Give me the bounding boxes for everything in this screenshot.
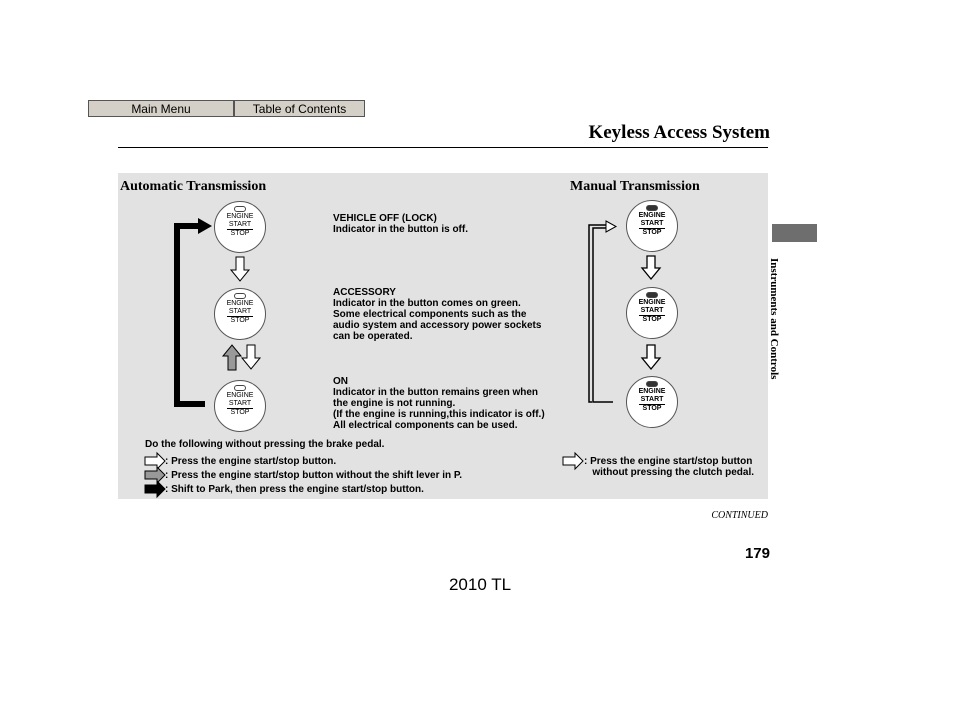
table-of-contents-button[interactable]: Table of Contents [234, 100, 365, 117]
engine-start-stop-button-manual-3: ENGINE START STOP [626, 376, 678, 428]
legend-arrow-gray-icon [145, 467, 165, 483]
legend-arrow-black-icon [145, 481, 165, 497]
bracket-arrowhead-icon [198, 218, 212, 234]
state-name-off: VEHICLE OFF (LOCK) [333, 213, 437, 224]
indicator-icon [234, 293, 246, 299]
legend-shift-park: : Shift to Park, then press the engine start/stop button. [165, 484, 424, 495]
state-desc-on: Indicator in the button remains green when the engine is not running. (If the engine is running,this indicator is off.) All electrical components can be used. [333, 387, 545, 431]
automatic-title: Automatic Transmission [120, 179, 267, 194]
legend-manual: : Press the engine start/stop button without pressing the clutch pedal. [584, 456, 755, 478]
side-label: Instruments and Controls [768, 258, 780, 380]
down-arrow-icon [242, 345, 260, 369]
indicator-icon [646, 205, 658, 211]
down-arrow-icon [231, 257, 249, 281]
state-desc-accessory: Indicator in the button comes on green. Some electrical components such as the audio system and accessory power sockets can be operated. [333, 298, 542, 342]
bracket-arrow-manual [593, 228, 613, 402]
indicator-icon [234, 385, 246, 391]
footer-model: 2010 TL [448, 575, 512, 594]
page-title: Keyless Access System [588, 122, 770, 143]
indicator-icon [646, 381, 658, 387]
state-name-accessory: ACCESSORY [333, 287, 396, 298]
state-desc-off: Indicator in the button is off. [333, 224, 468, 235]
bracket-arrowhead-icon [606, 221, 616, 232]
engine-start-stop-button-off: ENGINE START STOP [214, 201, 266, 253]
page-number: 179 [744, 545, 770, 562]
engine-start-stop-button-manual-1: ENGINE START STOP [626, 200, 678, 252]
indicator-icon [234, 206, 246, 212]
continued-label: CONTINUED [711, 510, 768, 521]
up-arrow-icon [223, 345, 241, 370]
legend-press: : Press the engine start/stop button. [165, 456, 337, 467]
engine-start-stop-button-on: ENGINE START STOP [214, 380, 266, 432]
engine-start-stop-button-manual-2: ENGINE START STOP [626, 287, 678, 339]
engine-start-stop-button-accessory: ENGINE START STOP [214, 288, 266, 340]
main-menu-button[interactable]: Main Menu [88, 100, 234, 117]
legend-press-not-p: : Press the engine start/stop button without the shift lever in P. [165, 470, 463, 481]
legend-arrow-manual-icon [563, 453, 583, 469]
legend-arrow-white-icon [145, 453, 165, 469]
manual-title: Manual Transmission [570, 179, 700, 194]
state-name-on: ON [333, 376, 348, 387]
bracket-arrow-auto [177, 226, 205, 404]
indicator-icon [646, 292, 658, 298]
instruction-note: Do the following without pressing the brake pedal. [145, 439, 385, 450]
